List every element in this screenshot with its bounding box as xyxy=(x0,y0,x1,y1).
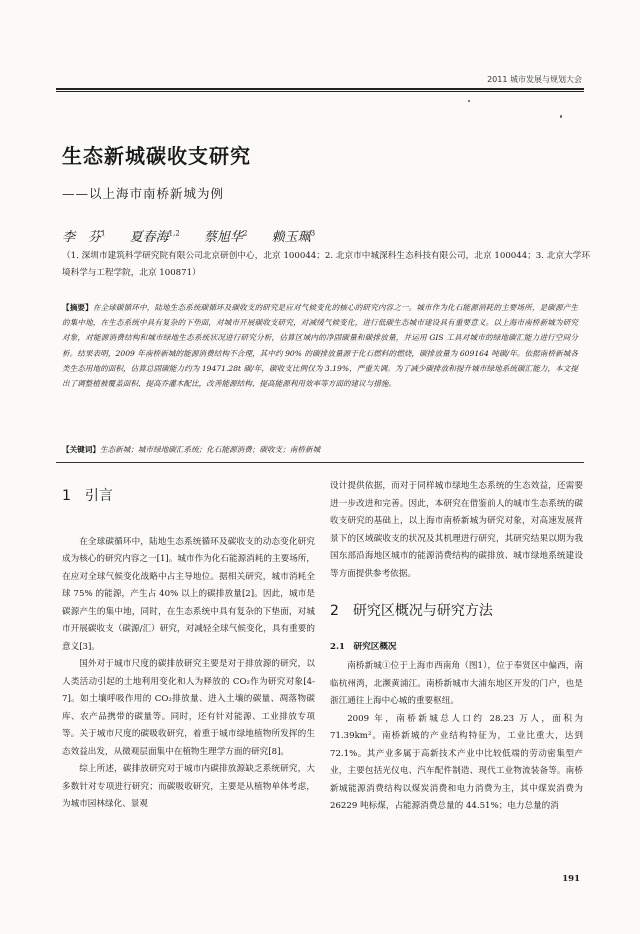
abstract-rule xyxy=(56,462,584,463)
right-column xyxy=(330,478,583,816)
author: 李 芬$^1$ xyxy=(62,229,106,245)
author: 蔡旭华$^2$ xyxy=(203,229,248,245)
abstract-text: 在全球碳循环中，陆地生态系统碳循环及碳收支的研究是应对气候变化的核心的研究内容之一。城市作为化石能源消耗的主要场所，是碳源产生的集中地，在生态系统中具有复杂的下垫面，对城市开展碳收支研究，对减缓气候变化，进行低碳生态城市建设具有重要意义。以上海市南桥新城为研究对象，对能源消费结构和城市绿地生态系统状况进行研究分析，估算区域内的净固碳量和碳排放量，并运用 GIS 工具对城市的绿地碳汇能力进行空间分析。结果表明，2009 年南桥新城的能源消费结构不合理，其中约 90% 的碳排放量源于化石燃料的燃烧，碳排放量为 609164 吨碳/年。依据南桥新城各类生态用地的面积，估算总固碳能力约为 19471.28t 碳/年，碳收支比例仅为 3.19%，严重失调。为了减少碳排放和提升城市绿地系统碳汇能力，本文提出了调整植被覆盖面积、提高乔灌木配比，改善能源结构、提高能源利用效率等方面的建议与措施。 xyxy=(62,303,578,389)
author: 夏春海$^{1,2}$ xyxy=(129,229,180,245)
left-column xyxy=(62,480,315,814)
author-list xyxy=(62,226,335,245)
section-1-heading: 1 引言 xyxy=(62,488,113,504)
scan-speck xyxy=(560,115,562,118)
paragraph: 国外对于城市尺度的碳排放研究主要是对于排放源的研究，以人类活动引起的土地利用变化和人为释放的 CO₂作为研究对象[4-7]。如土壤呼吸作用的 CO₂排放量、进入土壤的碳量、凋落物碳库、农产品携带的碳量等。同时，还有针对能源、工业排放专项等。关于城市尺度的碳吸收研究，着重于城市绿地植物所发挥的生态效益出发，从微观层面集中在植物生理学方面的研究[8]。 xyxy=(62,659,315,757)
scan-speck xyxy=(468,100,470,102)
paragraph: 综上所述，碳排放研究对于城市内碳排放源缺乏系统研究，大多数针对专项进行研究；而碳吸收研究，主要是从植物单体考虑，为城市园林绿化、景观 xyxy=(62,764,315,809)
abstract-label: 【摘要】 xyxy=(62,303,93,312)
paragraph: 设计提供依据，而对于同样城市绿地生态系统的生态效益，还需要进一步改进和完善。因此，本研究在借鉴前人的城市生态系统的碳收支研究的基础上，以上海市南桥新城为研究对象，对高速发展背景下的区域碳收支的状况及其机理进行研究，其研究结果以期为我国东部沿海地区城市的能源消费结构的碳排放、城市绿地系统建设等方面提供参考依据。 xyxy=(330,481,583,579)
section-2-heading: 2 研究区概况与研究方法 xyxy=(330,603,493,619)
paper-title: 生态新城碳收支研究 xyxy=(62,144,251,168)
paragraph: 南桥新城①位于上海市西南角（图1），位于奉贤区中偏西，南临杭州湾，北濒黄浦江。南桥新城市大浦东地区开发的门户，也是浙江通往上海中心城的重要枢纽。 xyxy=(330,661,583,706)
paper-subtitle: ——以上海市南桥新城为例 xyxy=(62,186,225,201)
author: 赖玉珮$^3$ xyxy=(271,229,316,245)
paragraph: 2009 年，南桥新城总人口约 28.23 万人，面积为 71.39km²。南桥新城的产业结构特征为，工业比重大，达到 72.1%。其产业多属于高新技术产业中比较低端的劳动密集型产业，主要包括光仪电、汽车配件制造、现代工业物流装备等。南桥新城能源消费结构以煤炭消费和电力消费为主，其中煤炭消费为 26229 吨标煤，占能源消费总量的 44.51%；电力总量的消 xyxy=(330,713,583,811)
keywords-text: 生态新城；城市绿地碳汇系统；化石能源消费；碳收支；南桥新城 xyxy=(99,445,321,454)
header-rule-thin xyxy=(56,91,584,92)
keywords-label: 【关键词】 xyxy=(62,445,100,454)
paragraph: 在全球碳循环中，陆地生态系统循环及碳收支的动态变化研究成为核心的研究内容之一[1]。城市作为化石能源消耗的主要场所，在应对全球气候变化战略中占主导地位。据相关研究，城市消耗全球 75% 的能源，产生占 40% 以上的碳排放量[2]。因此，城市是碳源产生的集中地，同时，在生态系统中具有复杂的下垫面，对城市开展碳收支（碳源/汇）研究，对减轻全球气候变化，具有重要的意义[3]。 xyxy=(62,536,315,652)
affiliations: （1. 深圳市建筑科学研究院有限公司北京研创中心，北京 100044；2. 北京市中城深科生态科技有限公司，北京 100044；3. 北京大学环境科学与工程学院，北京 100871） xyxy=(62,251,590,278)
keywords xyxy=(62,442,578,457)
header-rule xyxy=(56,88,584,90)
section-2-1-heading: 2.1 研究区概况 xyxy=(330,641,397,652)
conference-header: 2011 城市发展与规划大会 xyxy=(487,75,582,84)
page-number: 191 xyxy=(562,874,580,884)
abstract xyxy=(62,300,578,391)
